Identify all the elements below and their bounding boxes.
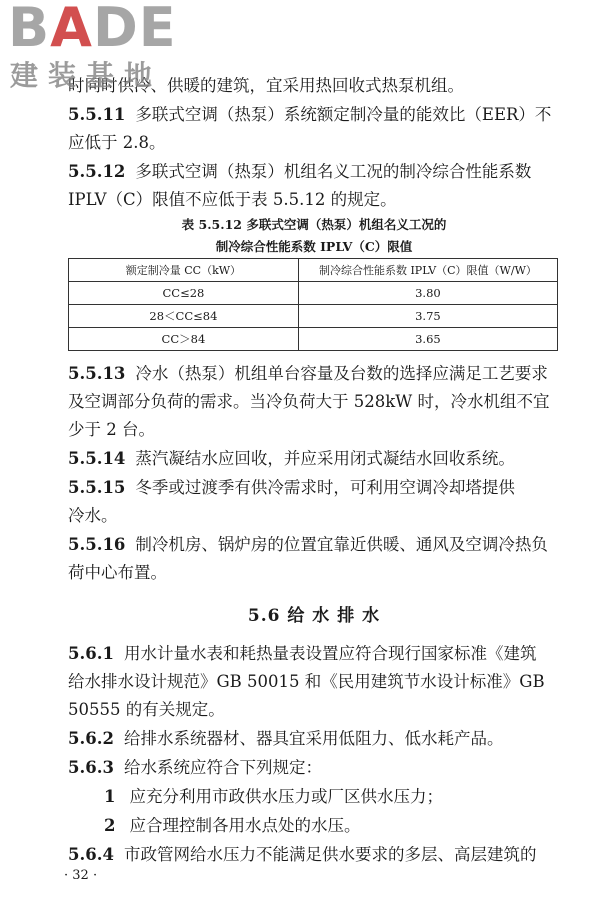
table-row	[69, 328, 558, 351]
table-caption: 表 5.5.12 多联式空调（热泵）机组名义工况的	[181, 217, 447, 232]
clause-number: 5.5.12	[68, 162, 126, 181]
logo-wordmark: BADE	[8, 0, 177, 59]
clause-text: 多联式空调（热泵）系统额定制冷量的能效比（EER）不	[135, 105, 552, 124]
table-row	[69, 305, 558, 328]
list-item	[104, 812, 360, 836]
clause-text: 蒸汽凝结水应回收，并应采用闭式凝结水回收系统。	[135, 449, 515, 468]
clause-text-cont: 荷中心布置。	[68, 563, 167, 582]
list-item-text: 应合理控制各用水点处的水压。	[129, 816, 361, 835]
table-cell: 28＜CC≤84	[69, 305, 299, 328]
clause-number: 5.5.16	[68, 535, 126, 554]
list-item-number: 1	[104, 787, 116, 806]
clause-text: 多联式空调（热泵）机组名义工况的制冷综合性能系数	[135, 162, 532, 181]
clause-number: 5.6.1	[68, 644, 114, 663]
clause-5-6-2	[68, 725, 503, 749]
table-cell: CC≤28	[69, 282, 299, 305]
clause-text: 给排水系统器材、器具宜采用低阻力、低水耗产品。	[123, 729, 504, 748]
clause-text-cont: 给水排水设计规范》GB 50015 和《民用建筑节水设计标准》GB	[68, 672, 545, 691]
clause-text: 冬季或过渡季有供冷需求时，可利用空调冷却塔提供	[135, 478, 515, 497]
logo-subtitle: 建装基地	[10, 59, 163, 92]
clause-text: 制冷机房、锅炉房的位置宜靠近供暖、通风及空调冷热负	[135, 535, 548, 554]
clause-5-6-3	[68, 754, 322, 778]
table-cell: 3.65	[298, 328, 557, 351]
clause-number: 5.6.2	[68, 729, 114, 748]
clause-text-cont: 50555 的有关规定。	[68, 700, 225, 719]
table-cell: 3.80	[298, 282, 557, 305]
clause-number: 5.5.15	[68, 478, 126, 497]
clause-number: 5.5.14	[68, 449, 126, 468]
table-header-row	[69, 259, 558, 282]
clause-number: 5.6.3	[68, 758, 114, 777]
clause-5-5-15	[68, 474, 515, 498]
list-item-number: 2	[104, 816, 116, 835]
paragraph-line: 时同时供冷、供暖的建筑，宜采用热回收式热泵机组。	[68, 76, 464, 95]
clause-number: 5.5.11	[68, 105, 126, 124]
list-item	[104, 783, 443, 807]
clause-text-cont: 冷水。	[68, 506, 118, 525]
clause-5-5-13	[68, 360, 548, 384]
clause-5-5-14	[68, 445, 515, 469]
table-header: 额定制冷量 CC（kW）	[69, 259, 299, 282]
page-number: · 32 ·	[64, 868, 98, 883]
clause-5-6-4	[68, 841, 536, 865]
clause-number: 5.5.13	[68, 364, 126, 383]
clause-5-5-16	[68, 531, 548, 555]
clause-text-cont: IPLV（C）限值不应低于表 5.5.12 的规定。	[68, 190, 397, 209]
clause-text: 用水计量水表和耗热量表设置应符合现行国家标准《建筑	[123, 644, 537, 663]
watermark-logo	[6, 2, 181, 94]
clause-text-cont: 应低于 2.8。	[68, 133, 166, 152]
clause-text: 冷水（热泵）机组单台容量及台数的选择应满足工艺要求	[135, 364, 548, 383]
list-item-text: 应充分利用市政供水压力或厂区供水压力；	[129, 787, 443, 806]
clause-5-5-11	[68, 101, 551, 125]
clause-text-cont: 少于 2 台。	[68, 420, 155, 439]
clause-text: 给水系统应符合下列规定：	[123, 758, 322, 777]
clause-5-6-1	[68, 640, 536, 664]
section-heading: 5.6 给 水 排 水	[247, 606, 381, 626]
table-caption-sub: 制冷综合性能系数 IPLV（C）限值	[215, 239, 413, 254]
clause-number: 5.6.4	[68, 845, 114, 864]
table-row	[69, 282, 558, 305]
table-cell: 3.75	[298, 305, 557, 328]
clause-5-5-12	[68, 158, 531, 182]
iplv-table	[68, 258, 558, 351]
clause-text: 市政管网给水压力不能满足供水要求的多层、高层建筑的	[123, 845, 537, 864]
clause-text-cont: 及空调部分负荷的需求。当冷负荷大于 528kW 时，冷水机组不宜	[68, 392, 550, 411]
table-header: 制冷综合性能系数 IPLV（C）限值（W/W）	[298, 259, 557, 282]
table-cell: CC＞84	[69, 328, 299, 351]
